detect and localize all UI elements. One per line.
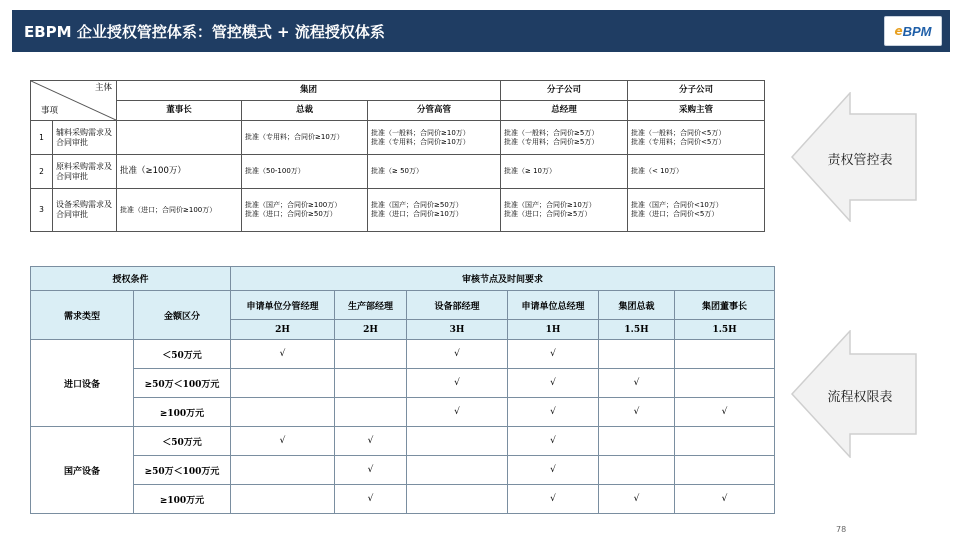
table-cell: 批准（≥100万） xyxy=(117,155,242,189)
table-row xyxy=(31,398,775,427)
page-title: EBPM 企业授权管控体系：管控模式 + 流程授权体系 xyxy=(24,23,385,41)
check-cell xyxy=(407,340,508,369)
check-cell xyxy=(508,427,599,456)
table-row xyxy=(31,155,765,189)
table-cell: 批准（国产；合同价≥50万） 批准（进口；合同价≥10万） xyxy=(368,189,501,232)
check-cell xyxy=(335,427,407,456)
check-mark-icon: √ xyxy=(633,407,640,417)
corner-header-cell xyxy=(31,81,117,121)
check-cell xyxy=(508,485,599,514)
node-time: 2H xyxy=(231,320,335,340)
table-row xyxy=(31,189,765,232)
check-mark-icon: √ xyxy=(367,494,374,504)
check-cell xyxy=(335,369,407,398)
check-cell xyxy=(407,427,508,456)
row-item: 辅料采购需求及合同审批 xyxy=(53,121,117,155)
role-header-chairman: 董事长 xyxy=(117,101,242,121)
title-bar xyxy=(12,10,950,52)
group-header-subsidiary-2: 分子公司 xyxy=(628,81,765,101)
check-mark-icon: √ xyxy=(550,436,556,446)
table-cell: 批准（50-100万） xyxy=(242,155,368,189)
check-cell xyxy=(675,485,775,514)
process-table-arrow xyxy=(790,330,918,458)
node-header: 集团总裁 xyxy=(599,291,675,320)
role-header-president: 总裁 xyxy=(242,101,368,121)
node-header: 设备部经理 xyxy=(407,291,508,320)
amount-cell: ≥100万元 xyxy=(134,398,231,427)
table-row xyxy=(31,340,775,369)
check-cell xyxy=(335,485,407,514)
node-time: 3H xyxy=(407,320,508,340)
check-cell xyxy=(335,456,407,485)
table-cell: 批准（≥ 50万） xyxy=(368,155,501,189)
role-header-general-manager: 总经理 xyxy=(501,101,628,121)
check-cell xyxy=(599,485,675,514)
check-cell xyxy=(407,456,508,485)
check-cell xyxy=(407,398,508,427)
responsibility-control-table xyxy=(30,80,764,231)
check-cell xyxy=(231,456,335,485)
check-cell xyxy=(675,398,775,427)
demand-type-cell: 国产设备 xyxy=(31,427,134,514)
node-time: 1.5H xyxy=(599,320,675,340)
check-mark-icon: √ xyxy=(454,349,460,359)
arrow-label: 流程权限表 xyxy=(827,390,893,405)
amount-cell: ≥100万元 xyxy=(134,485,231,514)
check-cell xyxy=(675,427,775,456)
row-number: 3 xyxy=(31,189,53,232)
row-number: 1 xyxy=(31,121,53,155)
review-nodes-header: 审核节点及时间要求 xyxy=(231,267,775,291)
amount-cell: ＜50万元 xyxy=(134,340,231,369)
role-header-purchasing-manager: 采购主管 xyxy=(628,101,765,121)
table-cell: 批准（国产；合同价≥10万） 批准（进口；合同价≥5万） xyxy=(501,189,628,232)
check-cell xyxy=(335,398,407,427)
demand-type-header: 需求类型 xyxy=(31,291,134,340)
logo-prefix: e xyxy=(894,24,903,38)
auth-condition-header: 授权条件 xyxy=(31,267,231,291)
check-mark-icon: √ xyxy=(550,407,556,417)
demand-type-cell: 进口设备 xyxy=(31,340,134,427)
group-header-subsidiary-1: 分子公司 xyxy=(501,81,628,101)
check-cell xyxy=(508,369,599,398)
table-row xyxy=(31,427,775,456)
table-cell: 批准（进口；合同价≥100万） xyxy=(117,189,242,232)
process-authority-table xyxy=(30,266,774,513)
amount-range-header: 金额区分 xyxy=(134,291,231,340)
check-cell xyxy=(231,398,335,427)
page-number: 78 xyxy=(836,525,847,534)
table-cell: 批准（< 10万） xyxy=(628,155,765,189)
check-mark-icon: √ xyxy=(550,465,556,475)
row-item: 原料采购需求及合同审批 xyxy=(53,155,117,189)
check-cell xyxy=(675,456,775,485)
check-mark-icon: √ xyxy=(454,378,460,388)
check-mark-icon: √ xyxy=(550,349,556,359)
table-cell: 批准（国产；合同价≥100万） 批准（进口；合同价≥50万） xyxy=(242,189,368,232)
table-cell: 批准（一般料；合同价<5万） 批准（专用料；合同价<5万） xyxy=(628,121,765,155)
ebpm-logo xyxy=(884,16,942,46)
node-time: 1H xyxy=(508,320,599,340)
node-header: 申请单位分管经理 xyxy=(231,291,335,320)
row-item: 设备采购需求及合同审批 xyxy=(53,189,117,232)
check-mark-icon: √ xyxy=(633,494,640,504)
check-cell xyxy=(599,340,675,369)
arrow-label: 责权管控表 xyxy=(827,153,893,168)
table-row xyxy=(31,121,765,155)
check-cell xyxy=(508,456,599,485)
check-mark-icon: √ xyxy=(279,349,286,359)
check-cell xyxy=(407,369,508,398)
node-header: 生产部经理 xyxy=(335,291,407,320)
check-cell xyxy=(599,456,675,485)
check-mark-icon: √ xyxy=(633,378,640,388)
role-header-vp: 分管高管 xyxy=(368,101,501,121)
check-mark-icon: √ xyxy=(721,494,728,504)
group-header-group: 集团 xyxy=(117,81,501,101)
check-mark-icon: √ xyxy=(550,494,556,504)
table-cell: 批准（专用料；合同价≥10万） xyxy=(242,121,368,155)
check-mark-icon: √ xyxy=(367,436,374,446)
check-mark-icon: √ xyxy=(550,378,556,388)
check-cell xyxy=(407,485,508,514)
corner-subject-label: 主体 xyxy=(94,83,112,93)
node-time: 1.5H xyxy=(675,320,775,340)
check-cell xyxy=(508,398,599,427)
node-time: 2H xyxy=(335,320,407,340)
corner-item-label: 事项 xyxy=(41,106,59,117)
amount-cell: ＜50万元 xyxy=(134,427,231,456)
table-cell: 批准（国产；合同价<10万） 批准（进口；合同价<5万） xyxy=(628,189,765,232)
node-header: 申请单位总经理 xyxy=(508,291,599,320)
amount-cell: ≥50万＜100万元 xyxy=(134,456,231,485)
check-cell xyxy=(231,340,335,369)
check-cell xyxy=(599,369,675,398)
table-cell: 批准（一般料；合同价≥5万） 批准（专用料；合同价≥5万） xyxy=(501,121,628,155)
responsibility-table-arrow xyxy=(790,92,918,222)
check-mark-icon: √ xyxy=(279,436,286,446)
table-row xyxy=(31,369,775,398)
check-cell xyxy=(231,485,335,514)
check-cell xyxy=(599,398,675,427)
table-cell xyxy=(117,121,242,155)
check-cell xyxy=(675,340,775,369)
table-cell: 批准（一般料；合同价≥10万） 批准（专用料；合同价≥10万） xyxy=(368,121,501,155)
node-header: 集团董事长 xyxy=(675,291,775,320)
check-cell xyxy=(599,427,675,456)
table-row xyxy=(31,485,775,514)
check-mark-icon: √ xyxy=(367,465,374,475)
table-cell: 批准（≥ 10万） xyxy=(501,155,628,189)
check-cell xyxy=(675,369,775,398)
check-mark-icon: √ xyxy=(721,407,728,417)
row-number: 2 xyxy=(31,155,53,189)
table-row xyxy=(31,456,775,485)
check-mark-icon: √ xyxy=(454,407,460,417)
check-cell xyxy=(508,340,599,369)
amount-cell: ≥50万＜100万元 xyxy=(134,369,231,398)
check-cell xyxy=(335,340,407,369)
check-cell xyxy=(231,369,335,398)
check-cell xyxy=(231,427,335,456)
logo-text: BPM xyxy=(902,23,932,39)
